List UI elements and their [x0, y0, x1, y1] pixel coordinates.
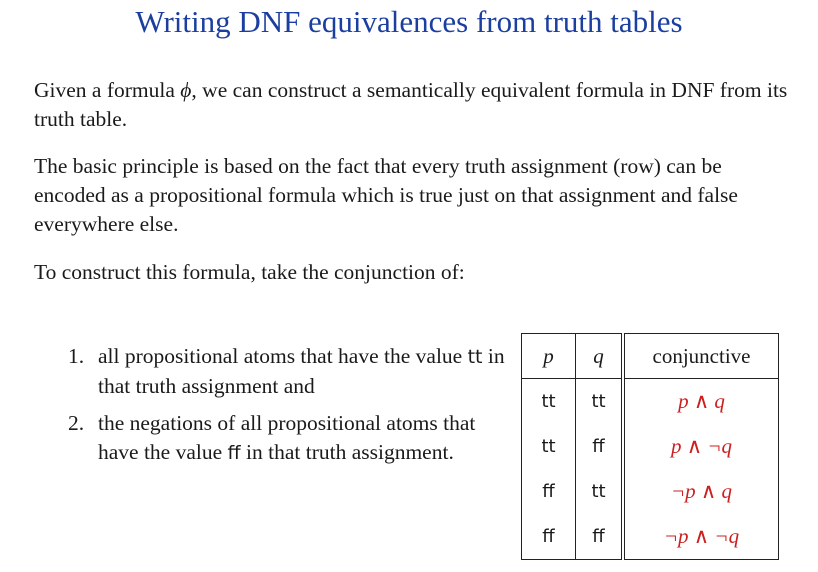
table-row [522, 379, 779, 425]
header-p: p [522, 334, 576, 379]
list-item-value: ff [227, 442, 241, 464]
list-item-number: 2. [68, 411, 85, 435]
cell-q: ff [576, 424, 624, 469]
cell-conjunctive: ¬p ∧ ¬q [663, 524, 740, 548]
list-item-number: 1. [68, 344, 85, 368]
list-item [68, 342, 508, 401]
list-item-text-after: in that truth assignment and [98, 344, 505, 398]
cell-p: ff [522, 514, 576, 560]
table-row [522, 469, 779, 514]
intro-text-after: , we can construct a semantically equivalent formula in DNF from its truth table. [34, 78, 788, 131]
conjunction-list [68, 342, 508, 476]
list-item-text-before: the negations of all propositional atoms that have the value [98, 411, 476, 464]
cell-p: tt [522, 379, 576, 425]
list-item-value: tt [467, 346, 483, 368]
construct-paragraph: To construct this formula, take the conjunction of: [34, 260, 465, 284]
cell-conjunctive: ¬p ∧ q [670, 479, 733, 503]
cell-q: ff [576, 514, 624, 560]
header-q: q [576, 334, 624, 379]
cell-p: ff [522, 469, 576, 514]
cell-p: tt [522, 424, 576, 469]
cell-conjunctive: p ∧ q [678, 389, 725, 413]
table-row [522, 514, 779, 560]
truth-table [521, 333, 779, 560]
cell-conjunctive: p ∧ ¬q [670, 434, 733, 458]
intro-text-before: Given a formula [34, 78, 181, 102]
table-header-row [522, 334, 779, 379]
page-title: Writing DNF equivalences from truth tables [135, 4, 683, 39]
intro-paragraph [34, 76, 794, 134]
list-item [68, 409, 508, 468]
table-row [522, 424, 779, 469]
header-conjunctive: conjunctive [623, 334, 779, 379]
cell-q: tt [576, 379, 624, 425]
principle-paragraph: The basic principle is based on the fact that every truth assignment (row) can be encoded as a propositional formula which is true just on that assignment and false everywhere else. [34, 154, 738, 236]
list-item-text-after: in that truth assignment. [240, 440, 454, 464]
cell-q: tt [576, 469, 624, 514]
list-item-text-before: all propositional atoms that have the value [98, 344, 468, 368]
phi-symbol: ϕ [180, 78, 192, 102]
